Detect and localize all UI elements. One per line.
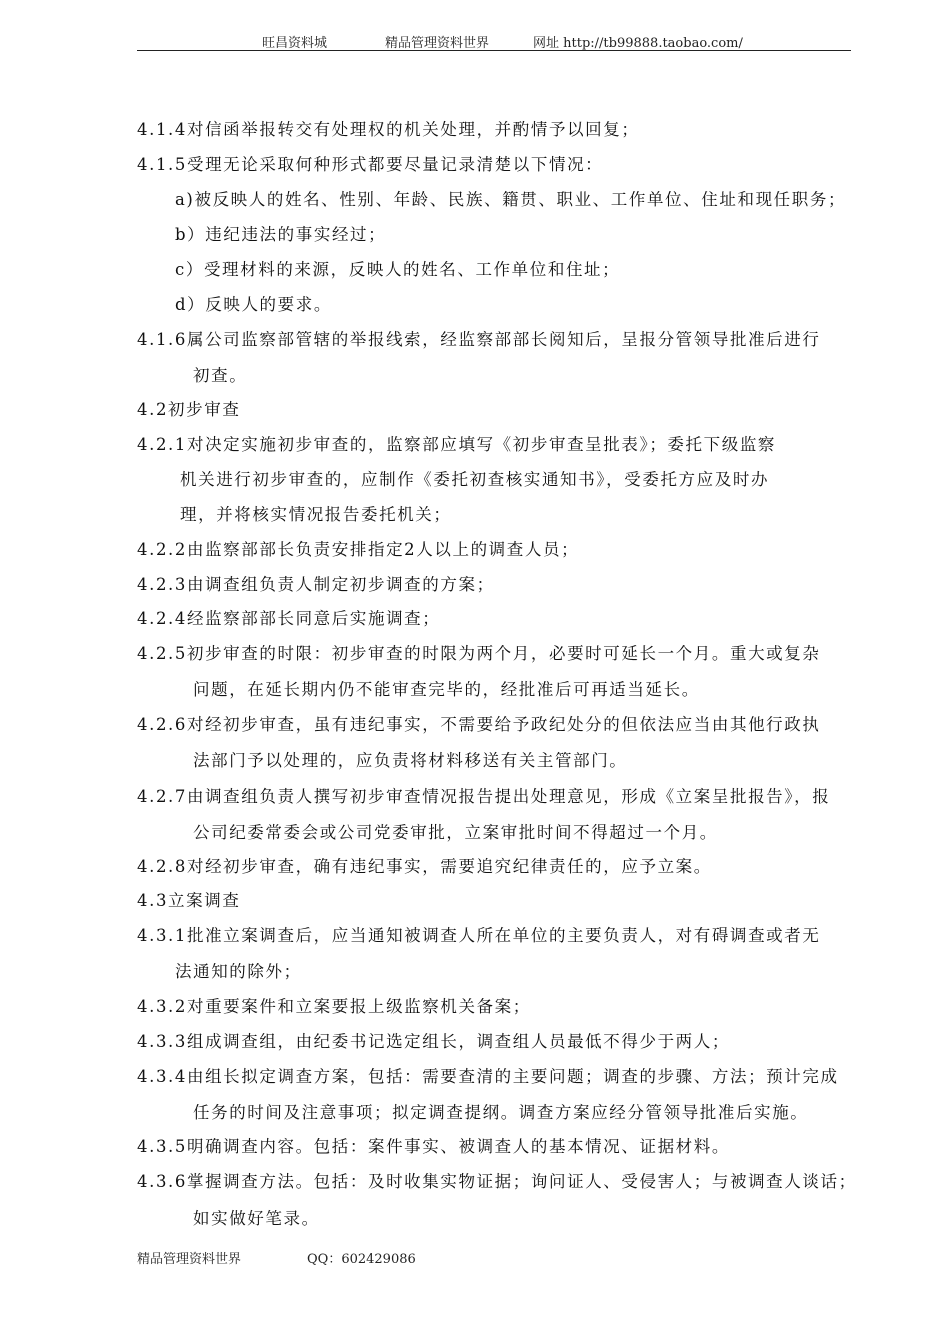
clause-4-1-4: 4.1.4对信函举报转交有处理权的机关处理，并酌情予以回复； <box>137 120 640 139</box>
clause-4-3-6: 4.3.6掌握调查方法。包括：及时收集实物证据；询问证人、受侵害人；与被调查人谈话； <box>137 1172 857 1191</box>
item-c: c）受理材料的来源，反映人的姓名、工作单位和住址； <box>175 260 621 279</box>
header-url: 网址 http://tb99888.taobao.com/ <box>533 36 743 51</box>
clause-4-3-5: 4.3.5明确调查内容。包括：案件事实、被调查人的基本情况、证据材料。 <box>137 1137 730 1156</box>
clause-4-2-8: 4.2.8对经初步审查，确有违纪事实，需要追究纪律责任的，应予立案。 <box>137 857 712 876</box>
clause-4-2-7-continued: 公司纪委常委会或公司党委审批，立案审批时间不得超过一个月。 <box>193 823 718 842</box>
header-site-name: 旺昌资料城 <box>262 36 328 51</box>
item-b: b）违纪违法的事实经过； <box>175 225 387 244</box>
footer-qq: QQ：602429086 <box>307 1252 416 1267</box>
clause-4-1-6-continued: 初查。 <box>193 366 248 385</box>
clause-4-2-2: 4.2.2由监察部部长负责安排指定2人以上的调查人员； <box>137 540 580 559</box>
clause-4-3-4: 4.3.4由组长拟定调查方案，包括：需要查清的主要问题；调查的步骤、方法；预计完成 <box>137 1067 839 1086</box>
clause-4-2-1: 4.2.1对决定实施初步审查的，监察部应填写《初步审查呈批表》；委托下级监察 <box>137 435 777 454</box>
clause-4-2-5-continued: 问题，在延长期内仍不能审查完毕的，经批准后可再适当延长。 <box>193 680 700 699</box>
section-4-3-heading: 4.3立案调查 <box>137 891 241 910</box>
footer-brand: 精品管理资料世界 <box>137 1252 242 1267</box>
clause-4-2-1-continued-2: 理，并将核实情况报告委托机关； <box>180 505 452 524</box>
item-a: a)被反映人的姓名、性别、年龄、民族、籍贯、职业、工作单位、住址和现任职务； <box>175 190 847 209</box>
header-world-name: 精品管理资料世界 <box>385 36 490 51</box>
item-d: d）反映人的要求。 <box>175 295 332 314</box>
clause-4-1-5: 4.1.5受理无论采取何种形式都要尽量记录清楚以下情况： <box>137 155 604 174</box>
clause-4-3-3: 4.3.3组成调查组，由纪委书记选定组长，调查组人员最低不得少于两人； <box>137 1032 730 1051</box>
clause-4-2-4: 4.2.4经监察部部长同意后实施调查； <box>137 609 441 628</box>
clause-4-3-1: 4.3.1批准立案调查后，应当通知被调查人所在单位的主要负责人，对有碍调查或者无 <box>137 926 821 945</box>
clause-4-2-3: 4.2.3由调查组负责人制定初步调查的方案； <box>137 575 495 594</box>
clause-4-2-6: 4.2.6对经初步审查，虽有违纪事实，不需要给予政纪处分的但依法应当由其他行政执 <box>137 715 821 734</box>
clause-4-2-6-continued: 法部门予以处理的，应负责将材料移送有关主管部门。 <box>193 751 628 770</box>
clause-4-3-6-continued: 如实做好笔录。 <box>193 1209 320 1228</box>
clause-4-1-6: 4.1.6属公司监察部管辖的举报线索，经监察部部长阅知后，呈报分管领导批准后进行 <box>137 330 821 349</box>
clause-4-2-1-continued-1: 机关进行初步审查的，应制作《委托初查核实通知书》，受委托方应及时办 <box>180 470 770 489</box>
clause-4-3-2: 4.3.2对重要案件和立案要报上级监察机关备案； <box>137 997 531 1016</box>
clause-4-3-4-continued: 任务的时间及注意事项；拟定调查提纲。调查方案应经分管领导批准后实施。 <box>193 1103 809 1122</box>
clause-4-2-7: 4.2.7由调查组负责人撰写初步审查情况报告提出处理意见，形成《立案呈批报告》，报 <box>137 787 831 806</box>
section-4-2-heading: 4.2初步审查 <box>137 400 241 419</box>
clause-4-2-5: 4.2.5初步审查的时限：初步审查的时限为两个月，必要时可延长一个月。重大或复杂 <box>137 644 821 663</box>
clause-4-3-1-continued: 法通知的除外； <box>175 962 302 981</box>
